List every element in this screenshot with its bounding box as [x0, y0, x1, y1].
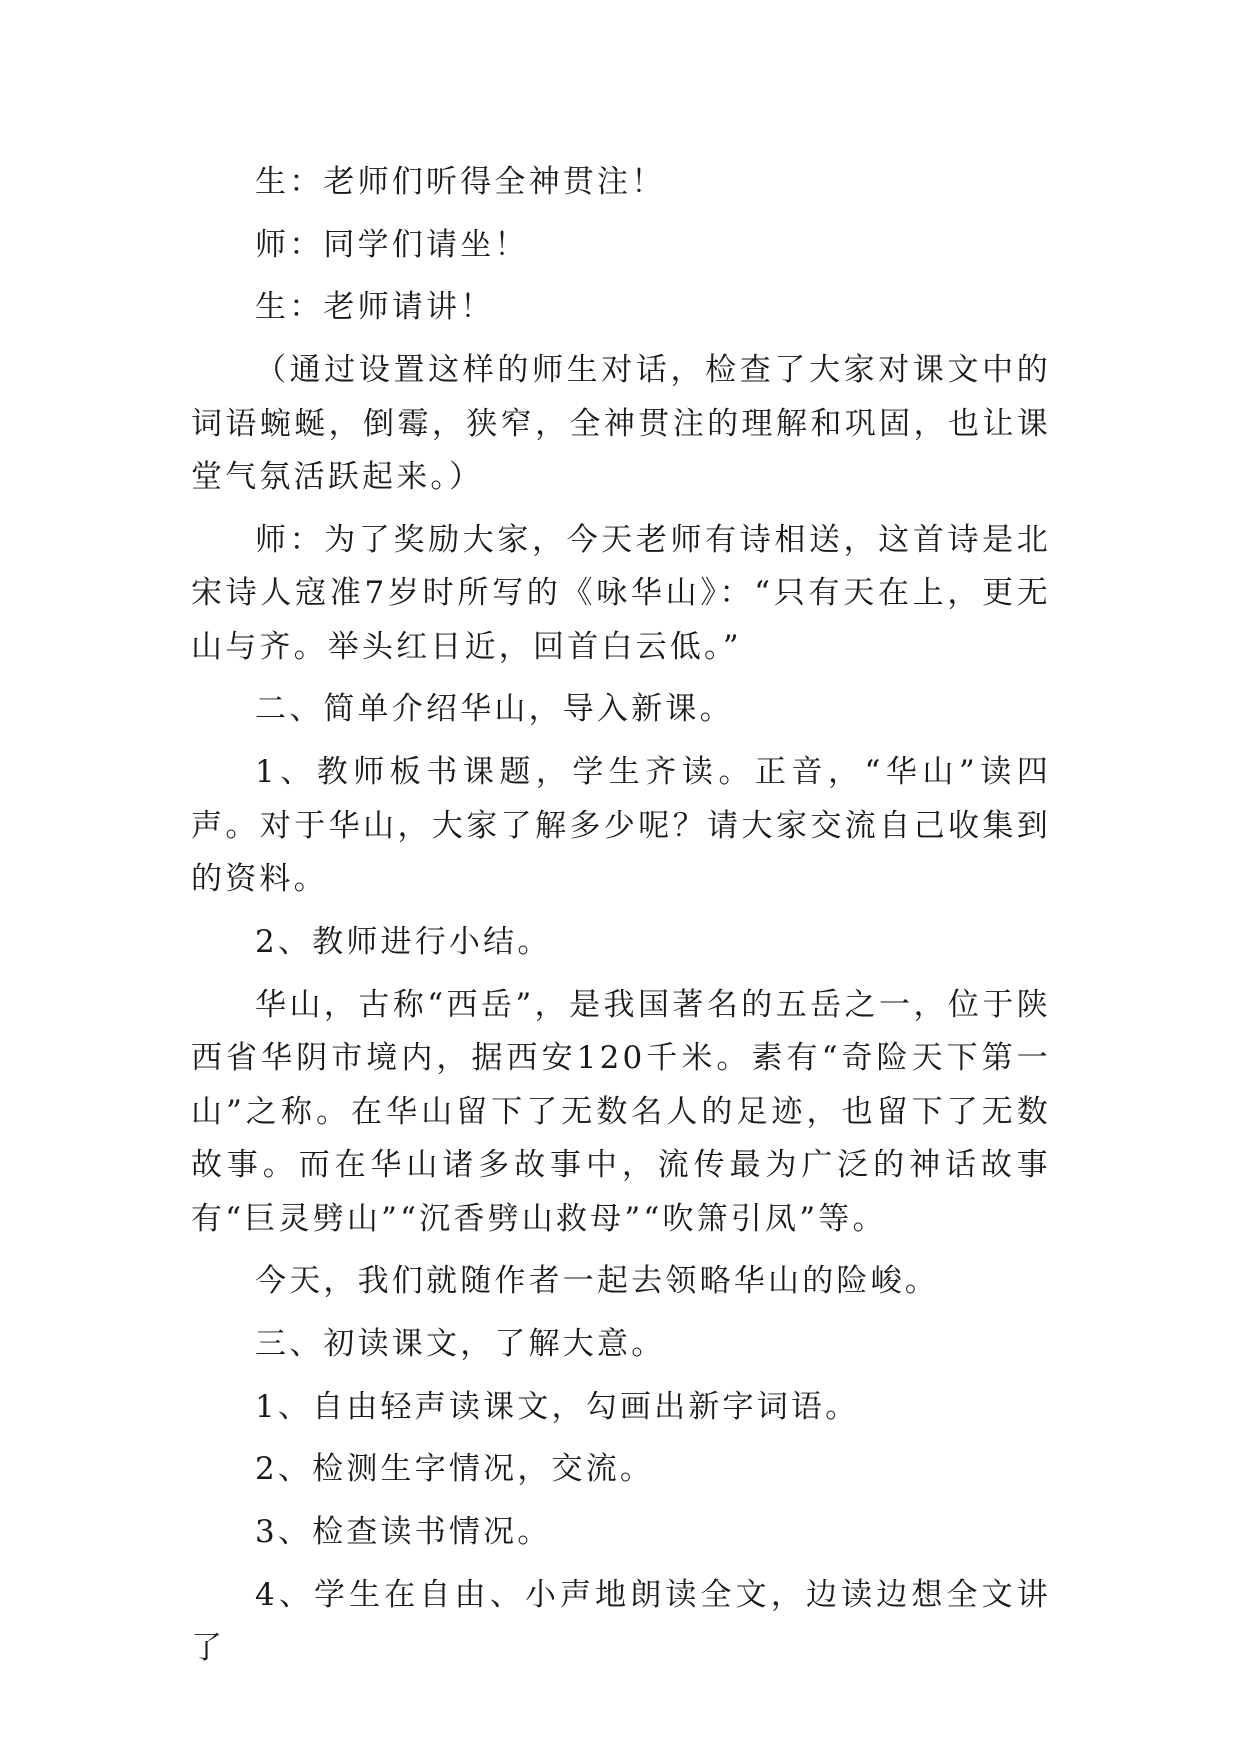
body-paragraph: 华山，古称“西岳”，是我国著名的五岳之一，位于陕西省华阴市境内，据西安120千米。素有“奇险天下第一山”之称。在华山留下了无数名人的足迹，也留下了无数故事。而在华山诸多故事中，流传最为广泛的神话故事有“巨灵劈山”“沉香劈山救母”“吹箫引凤”等。 — [191, 986, 1051, 1237]
section-heading: 二、简单介绍华山，导入新课。 — [255, 691, 734, 728]
dialogue-line: 生：老师们听得全神贯注！ — [255, 164, 666, 200]
poem-paragraph: 师：为了奖励大家，今天老师有诗相送，这首诗是北宋诗人寇准7岁时所写的《咏华山》：“只有天在上，更无山与齐。举头红日近，回首白云低。” — [191, 521, 1051, 665]
section-heading: 三、初读课文，了解大意。 — [255, 1325, 666, 1362]
list-item: 4、学生在自由、小声地朗读全文，边读边想全文讲了 — [191, 1576, 1051, 1667]
list-item: 1、教师板书课题，学生齐读。正音，“华山”读四声。对于华山，大家了解多少呢？请大家交流自己收集到的资料。 — [191, 754, 1051, 898]
list-item: 1、自由轻声读课文，勾画出新字词语。 — [255, 1388, 860, 1425]
annotation-paragraph: （通过设置这样的师生对话，检查了大家对课文中的词语蜿蜒，倒霉，狭窄，全神贯注的理解和巩固，也让课堂气氛活跃起来。） — [191, 352, 1051, 496]
list-item: 2、检测生字情况，交流。 — [255, 1451, 655, 1488]
body-paragraph: 今天，我们就随作者一起去领略华山的险峻。 — [255, 1263, 939, 1300]
list-item: 3、检查读书情况。 — [255, 1513, 552, 1550]
list-item: 2、教师进行小结。 — [255, 923, 552, 960]
dialogue-line: 师：同学们请坐！ — [255, 226, 529, 263]
dialogue-line: 生：老师请讲！ — [255, 289, 495, 326]
document-body — [191, 156, 1051, 1685]
